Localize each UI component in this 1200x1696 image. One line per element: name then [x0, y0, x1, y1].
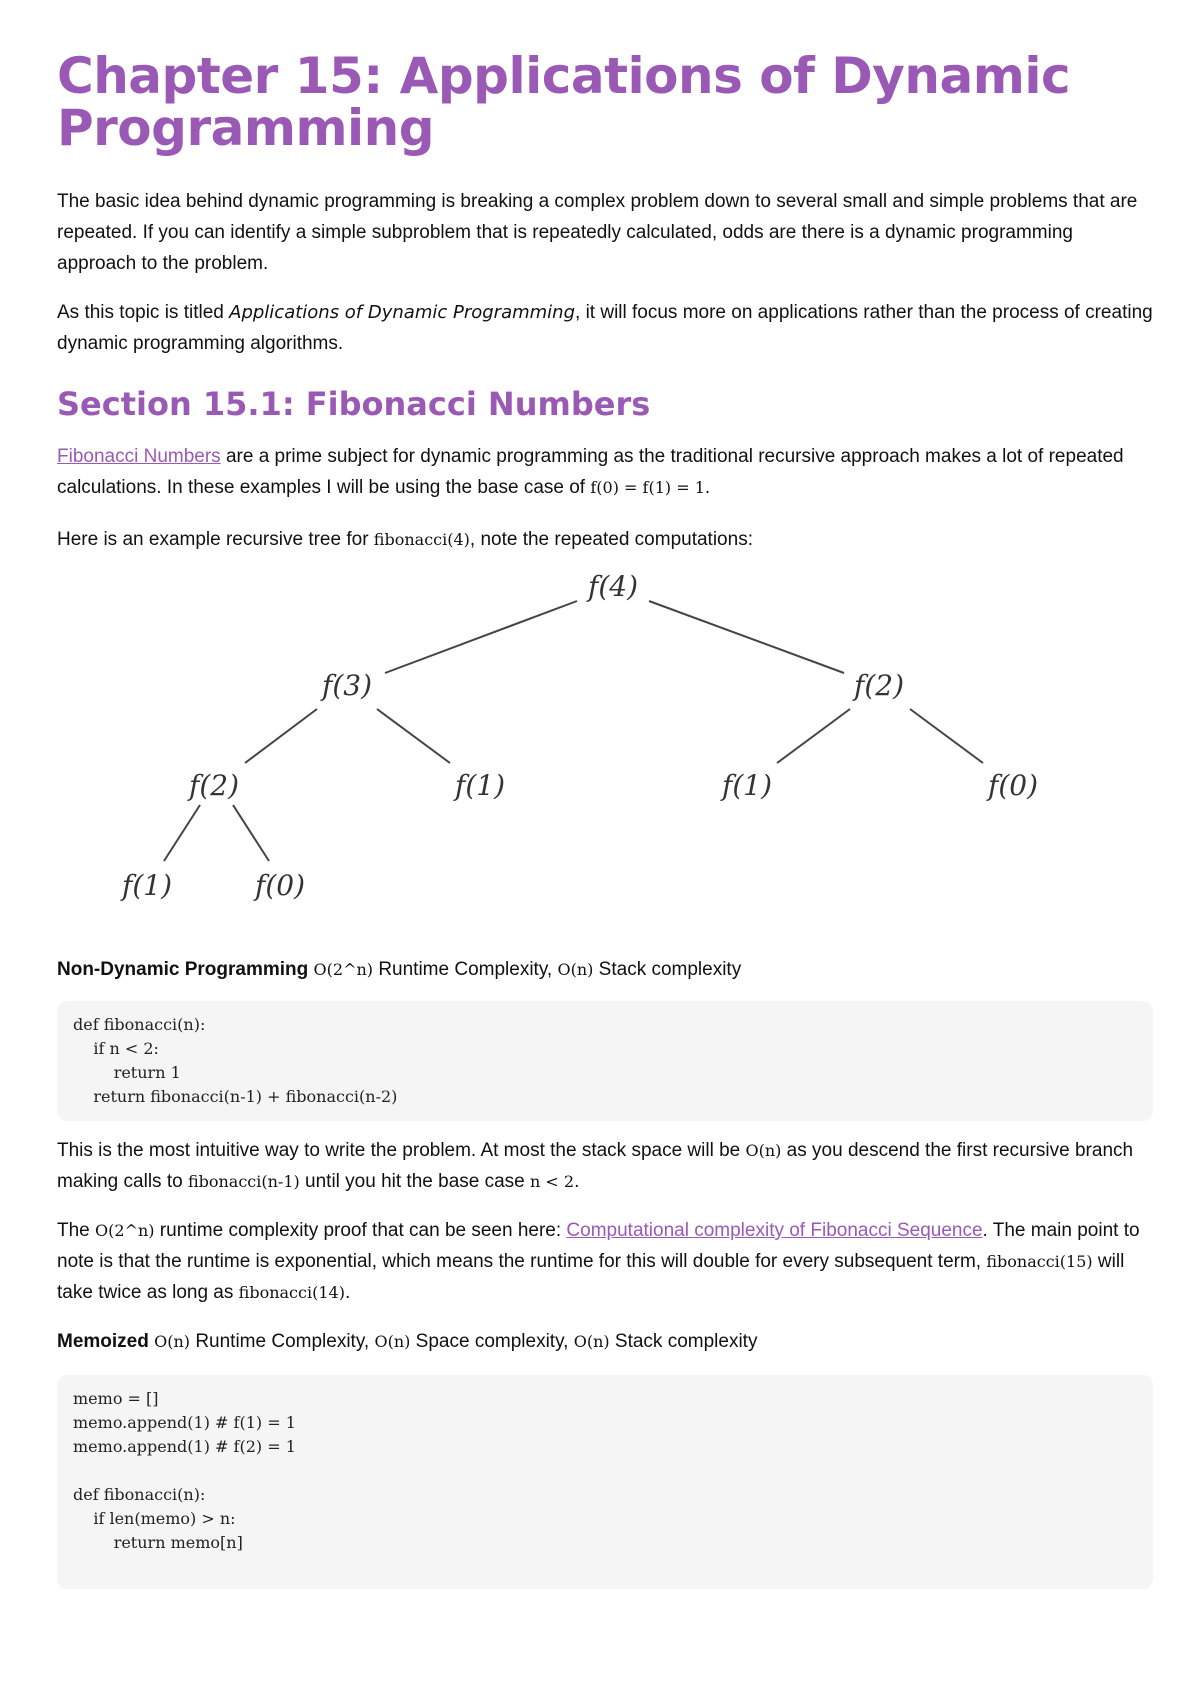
memo-code1: O(n)	[154, 1332, 191, 1351]
tree-node-f1-a: f(1)	[454, 769, 506, 802]
base-case-code: f(0) = f(1) = 1	[590, 478, 705, 497]
non-dp-explanation-1	[57, 1135, 1153, 1197]
after1-code2: fibonacci(n-1)	[187, 1172, 300, 1191]
edge-f2-f0-leaf	[233, 805, 269, 861]
tree-node-f0-a: f(0)	[987, 769, 1039, 802]
edge-f4-f3	[385, 601, 577, 673]
non-dp-runtime-code: O(2^n)	[313, 960, 374, 979]
fib-p2-after: , note the repeated computations:	[469, 529, 753, 550]
section-title: Section 15.1: Fibonacci Numbers	[57, 385, 651, 423]
memo-text3: Stack complexity	[609, 1331, 758, 1352]
edge-f3-f1	[377, 709, 450, 763]
tree-node-f2-left: f(2)	[188, 769, 240, 802]
fibonacci-paragraph-1	[57, 441, 1153, 503]
after2-a: The	[57, 1220, 96, 1241]
non-dp-heading: Non-Dynamic Programming	[57, 959, 309, 980]
intro-paragraph-1: The basic idea behind dynamic programming is breaking a complex problem down to several small and simple problems that are repeated. If you can identify a simple subproblem that is repeatedly calculated, odds are there is a dynamic programming approach to the problem.	[57, 191, 1138, 274]
intro-p2-before: As this topic is titled	[57, 302, 230, 323]
tree-node-f0-b: f(0)	[254, 869, 306, 902]
fibonacci-paragraph-2	[57, 524, 1153, 555]
edge-f4-f2	[649, 601, 844, 673]
recursion-tree-svg	[57, 555, 1153, 950]
chapter-title: Chapter 15: Applications of Dynamic Programming	[57, 47, 1071, 157]
after1-code1: O(n)	[745, 1141, 782, 1160]
edge-f2-f1	[777, 709, 850, 763]
after2-d: will take twice as long as	[57, 1251, 1125, 1303]
edge-f2-f0	[910, 709, 983, 763]
intro-p2-italic-title: Applications of Dynamic Programming	[229, 302, 576, 323]
non-dp-runtime-text: Runtime Complexity,	[373, 959, 558, 980]
memo-text1: Runtime Complexity,	[190, 1331, 375, 1352]
tree-node-f3: f(3)	[321, 669, 373, 702]
after2-c: . The main point to note is that the runtime is exponential, which means the runtime for this will double for every subsequent term,	[57, 1220, 1140, 1272]
tree-node-f1-b: f(1)	[721, 769, 773, 802]
after1-d: .	[574, 1171, 580, 1192]
after1-b: as you descend the first recursive branch making calls to	[57, 1140, 1134, 1192]
after2-code2: fibonacci(15)	[986, 1252, 1093, 1271]
edge-f2-f1-leaf	[164, 805, 200, 861]
fib-p2-before: Here is an example recursive tree for	[57, 529, 374, 550]
fibonacci-numbers-link[interactable]: Fibonacci Numbers	[57, 446, 221, 467]
after2-e: .	[344, 1282, 351, 1303]
memo-code2: O(n)	[374, 1332, 411, 1351]
after1-a: This is the most intuitive way to write the problem. At most the stack space will be	[57, 1140, 746, 1161]
complexity-proof-link[interactable]: Computational complexity of Fibonacci Sequence	[566, 1220, 983, 1241]
fib-p1-rest: are a prime subject for dynamic programming as the traditional recursive approach makes a lot of repeated calculations. In these examples I will be using the base case of	[57, 446, 1124, 498]
recursion-tree-figure	[57, 555, 1153, 950]
after2-code3: fibonacci(14)	[238, 1283, 345, 1302]
after2-b: runtime complexity proof that can be seen here:	[154, 1220, 567, 1241]
intro-paragraph-2	[57, 297, 1153, 359]
document-page	[57, 47, 1153, 1589]
memoized-code-block: memo = [] memo.append(1) # f(1) = 1 memo.append(1) # f(2) = 1 def fibonacci(n): if len(memo) > n: return memo[n]	[57, 1375, 1153, 1589]
fib-p1-end: .	[704, 477, 711, 498]
after1-c: until you hit the base case	[299, 1171, 531, 1192]
tree-node-f4: f(4)	[587, 570, 639, 603]
non-dp-stack-code: O(n)	[557, 960, 594, 979]
non-dp-code-block: def fibonacci(n): if n < 2: return 1 return fibonacci(n-1) + fibonacci(n-2)	[57, 1001, 1153, 1121]
memo-text2: Space complexity,	[410, 1331, 574, 1352]
memoized-heading-row	[57, 1326, 1153, 1357]
edge-f3-f2	[245, 709, 317, 763]
fibonacci-4-code: fibonacci(4)	[373, 530, 470, 549]
non-dp-heading-row	[57, 954, 1153, 985]
memo-code3: O(n)	[573, 1332, 610, 1351]
memoized-heading: Memoized	[57, 1331, 149, 1352]
after2-code1: O(2^n)	[95, 1221, 155, 1240]
tree-node-f1-c: f(1)	[121, 869, 173, 902]
intro-p2-after: , it will focus more on applications rather than the process of creating dynamic programming algorithms.	[57, 302, 1153, 354]
tree-node-f2-right: f(2)	[853, 669, 905, 702]
non-dp-stack-text: Stack complexity	[593, 959, 742, 980]
non-dp-explanation-2	[57, 1215, 1153, 1308]
after1-code3: n < 2	[530, 1172, 575, 1191]
